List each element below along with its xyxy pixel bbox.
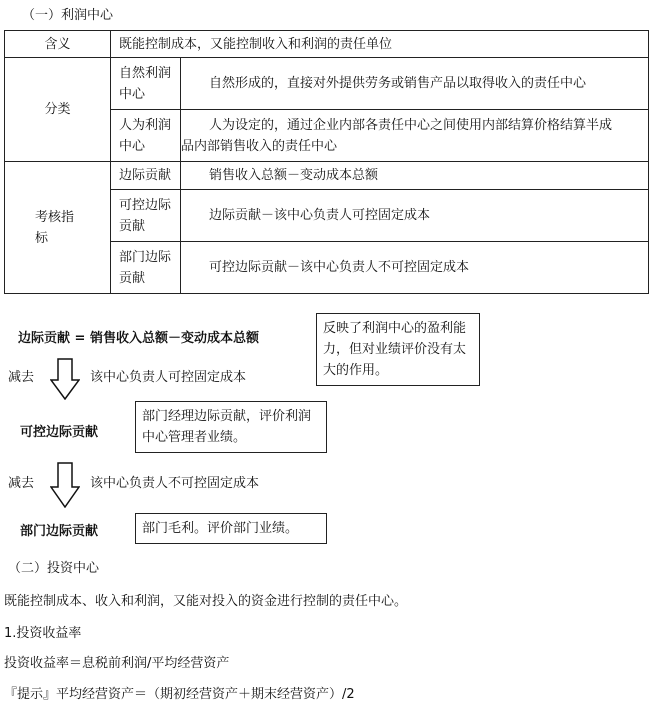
note-box-manager: 部门经理边际贡献，评价利润中心管理者业绩。 <box>135 401 327 453</box>
table-row <box>5 31 649 58</box>
down-arrow-icon <box>50 358 80 400</box>
contribution-label: 边际贡献 <box>111 162 181 190</box>
label-line: 自然利润 <box>119 65 172 81</box>
table-row <box>5 162 649 190</box>
natural-profit-center-desc: 自然形成的，直接对外提供劳务或销售产品以取得收入的责任中心 <box>181 58 649 110</box>
controllable-contribution-label <box>111 190 181 242</box>
artificial-profit-center-label <box>111 110 181 162</box>
label-line: 可控边际 <box>119 197 172 213</box>
definition-text: 既能控制成本，又能控制收入和利润的责任单位 <box>111 31 649 58</box>
note-box-profitability: 反映了利润中心的盈利能力，但对业绩评价没有太大的作用。 <box>316 313 480 386</box>
department-contribution-desc: 可控边际贡献－该中心负责人不可控固定成本 <box>181 242 649 294</box>
classification-label: 分类 <box>5 58 111 162</box>
minus-label: 减去 <box>8 370 35 385</box>
artificial-profit-center-desc <box>181 110 649 162</box>
contribution-desc: 销售收入总额－变动成本总额 <box>181 162 649 190</box>
note-box-department: 部门毛利。评价部门业绩。 <box>135 513 327 544</box>
contribution-formula: 边际贡献 = 销售收入总额－变动成本总额 <box>18 331 259 346</box>
controllable-contribution-desc: 边际贡献－该中心负责人可控固定成本 <box>181 190 649 242</box>
natural-profit-center-label <box>111 58 181 110</box>
controllable-fixed-cost: 该中心负责人可控固定成本 <box>90 370 247 385</box>
desc-line: 品内部销售收入的责任中心 <box>181 138 338 154</box>
definition-label: 含义 <box>5 31 111 58</box>
department-contribution-label <box>111 242 181 294</box>
department-contribution-heading: 部门边际贡献 <box>20 524 99 539</box>
label-line: 中心 <box>119 138 146 154</box>
label-line: 人为利润 <box>119 117 172 133</box>
roi-formula: 投资收益率＝息税前利润/平均经营资产 <box>4 656 230 671</box>
average-assets-tip: 『提示』平均经营资产＝（期初经营资产＋期末经营资产）/2 <box>4 687 355 702</box>
section-title-profit-center: （一）利润中心 <box>22 8 114 23</box>
section-title-investment-center: （二）投资中心 <box>8 561 100 576</box>
label-line: 贡献 <box>119 270 146 286</box>
roi-heading: 1.投资收益率 <box>4 626 82 641</box>
assessment-label <box>5 162 111 294</box>
investment-center-definition: 既能控制成本、收入和利润，又能对投入的资金进行控制的责任中心。 <box>4 594 408 609</box>
table-row <box>5 58 649 110</box>
label-line: 中心 <box>119 86 146 102</box>
label-line: 部门边际 <box>119 249 172 265</box>
profit-center-table <box>4 30 649 294</box>
desc-line: 人为设定的，通过企业内部各责任中心之间使用内部结算价格结算半成 <box>209 117 613 133</box>
down-arrow-icon <box>50 462 80 508</box>
minus-label: 减去 <box>8 476 35 491</box>
uncontrollable-fixed-cost: 该中心负责人不可控固定成本 <box>90 476 260 491</box>
label-line: 标 <box>35 230 49 246</box>
controllable-contribution-heading: 可控边际贡献 <box>20 425 99 440</box>
label-line: 考核指 <box>35 209 75 225</box>
label-line: 贡献 <box>119 218 146 234</box>
